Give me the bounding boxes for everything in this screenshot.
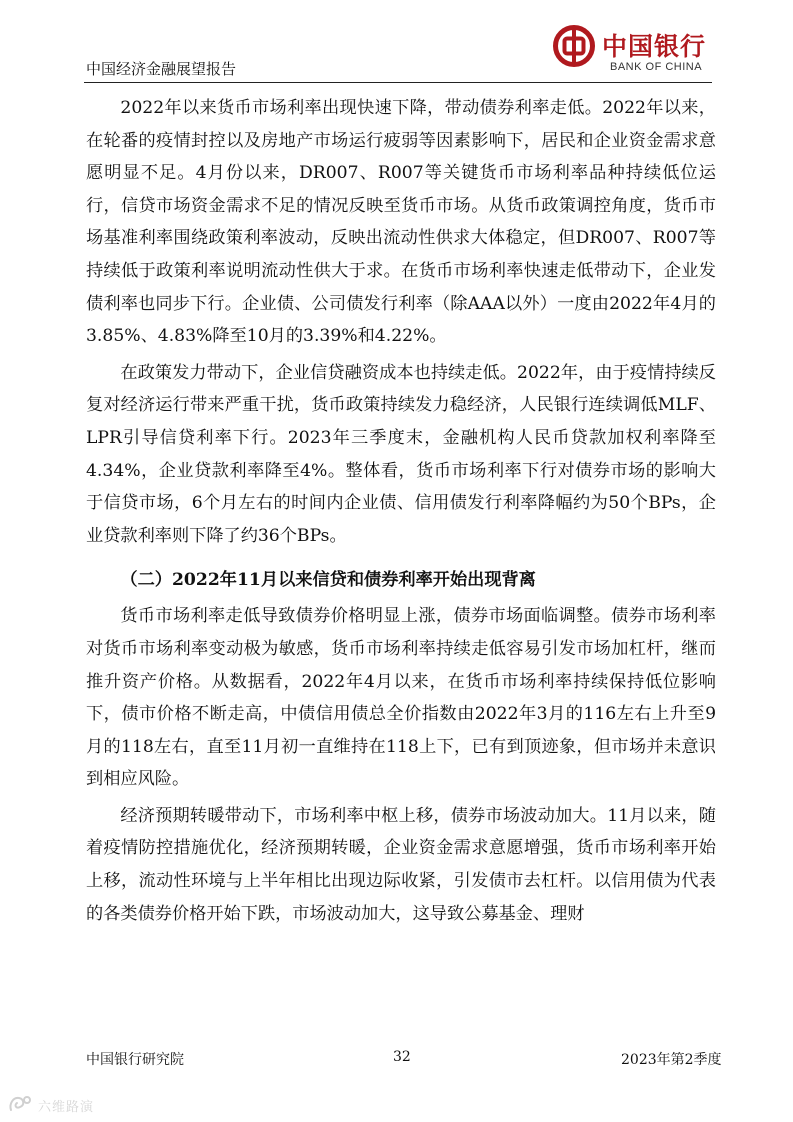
section-subheading: （二）2022年11月以来信贷和债券利率开始出现背离 xyxy=(120,570,536,591)
body-paragraph: 2022年以来货币市场利率出现快速下降，带动债券利率走低。2022年以来，在轮番的疫情封控以及房地产市场运行疲弱等因素影响下，居民和企业资金需求意愿明显不足。4月份以来，DR007、R007等关键货币市场利率品种持续低位运行，信贷市场资金需求不足的情况反映至货币市场。从货币政策调控角度，货币市场基准利率围绕政策利率波动，反映出流动性供求大体稳定，但DR007、R007等持续低于政策利率说明流动性供大于求。在货币市场利率快速走低带动下，企业发债利率也同步下行。企业债、公司债发行利率（除AAA以外）一度由2022年4月的3.85%、4.83%降至10月的3.39%和4.22%。 xyxy=(86,98,716,347)
footer-publisher: 中国银行研究院 xyxy=(86,1052,184,1068)
logo-chinese-name: 中国银行 xyxy=(602,32,707,61)
bank-logo xyxy=(552,24,712,82)
report-title: 中国经济金融展望报告 xyxy=(86,60,237,78)
logo-english-name: BANK OF CHINA xyxy=(610,61,703,73)
body-paragraph: 在政策发力带动下，企业信贷融资成本也持续走低。2022年，由于疫情持续反复对经济运行带来严重干扰，货币政策持续发力稳经济，人民银行连续调低MLF、LPR引导信贷利率下行。2023年三季度末，金融机构人民币贷款加权利率降至4.34%，企业贷款利率降至4%。整体看，货币市场利率下行对债券市场的影响大于信贷市场，6个月左右的时间内企业债、信用债发行利率降幅约为50个BPs，企业贷款利率则下降了约36个BPs。 xyxy=(86,362,716,546)
header-divider xyxy=(84,82,712,83)
bank-of-china-emblem-icon xyxy=(552,24,596,68)
body-paragraph: 货币市场利率走低导致债券价格明显上涨，债券市场面临调整。债券市场利率对货币市场利率变动极为敏感，货币市场利率持续走低容易引发市场加杠杆，继而推升资产价格。从数据看，2022年4月以来，在货币市场利率持续保持低位影响下，债市价格不断走高，中债信用债总全价指数由2022年3月的116左右上升至9月的118左右，直至11月初一直维持在118上下，已有到顶迹象，但市场并未意识到相应风险。 xyxy=(86,606,716,790)
footer-period: 2023年第2季度 xyxy=(621,1052,722,1068)
page-number: 32 xyxy=(393,1049,411,1065)
watermark-text: 六维路演 xyxy=(38,1100,95,1115)
page-body xyxy=(86,92,716,930)
body-paragraph: 经济预期转暖带动下，市场利率中枢上移，债券市场波动加大。11月以来，随着疫情防控措施优化，经济预期转暖，企业资金需求意愿增强，货币市场利率开始上移，流动性环境与上半年相比出现边际收紧，引发债市去杠杆。以信用债为代表的各类债券价格开始下跌，市场波动加大，这导致公募基金、理财 xyxy=(86,805,716,924)
watermark-logo-icon xyxy=(8,1094,32,1114)
watermark xyxy=(8,1094,120,1116)
